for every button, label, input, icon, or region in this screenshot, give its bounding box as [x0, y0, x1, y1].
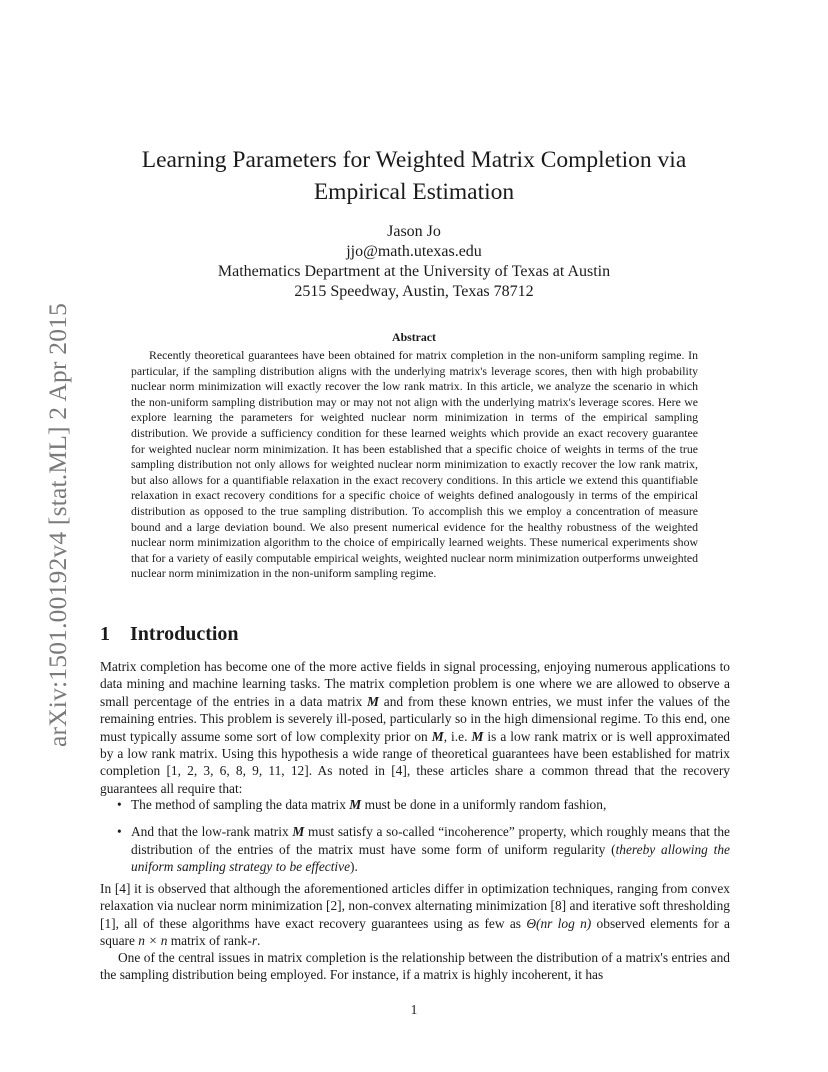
bullet2-text-b: must satisfy a so-called “incoherence” property, which roughly means that the distribution of the entries of the matrix must have some form of uniform regularity ( [131, 824, 730, 857]
list-item [100, 823, 730, 875]
arxiv-stamp-text: arXiv:1501.00192v4 [stat.ML] 2 Apr 2015 [43, 302, 72, 748]
p2-text-b: observed elements for a square [100, 915, 730, 949]
section-number: 1 [100, 623, 110, 645]
list-item [100, 796, 730, 813]
matrix-symbol: M [349, 797, 362, 812]
p1-text-d: is a low rank matrix or is well approximated by a low rank matrix. Using this hypothesis a wide range of theoretical guarantees have been established for matrix completion [1, 2, 3, 6, 8, 9, 11, 12]. As noted in [4], these articles share a common thread that the recovery guarantees all require that: [100, 728, 730, 796]
paper-title [100, 144, 728, 208]
math-dimension: n × n [138, 933, 168, 949]
abstract-heading: Abstract [392, 330, 436, 344]
author-name: Jason Jo [387, 223, 441, 240]
requirements-list [100, 796, 730, 886]
p1-text-a: Matrix completion has become one of the more active fields in signal processing, enjoying numerous applications to data mining and machine learning tasks. The matrix completion problem is one where we are allowed to observe a small percentage of the entries in a data matrix [100, 659, 730, 709]
matrix-symbol: M [292, 824, 305, 840]
intro-paragraph-1 [100, 658, 730, 797]
bullet2-italic: thereby allowing the uniform sampling strategy to be effective [131, 841, 730, 875]
section-heading [100, 623, 239, 646]
bullet-marker: • [117, 797, 122, 812]
author-email: jjo@math.utexas.edu [346, 243, 482, 260]
bullet-marker: • [117, 824, 122, 840]
author-affiliation: Mathematics Department at the University of Texas at Austin [217, 263, 611, 280]
bullet2-text-a: And that the low-rank matrix [131, 824, 293, 840]
abstract-text: Recently theoretical guarantees have been obtained for matrix completion in the non-uniform sampling regime. In particular, if the sampling distribution aligns with the underlying matrix's leverage scores, then with high probability nuclear norm minimization will exactly recover the low rank matrix. In this article, we analyze the scenario in which the non-uniform sampling distribution may or may not not align with the underlying matrix's leverage scores. Here we explore learning the parameters for weighted nuclear norm minimization in terms of the empirical sampling distribution. We provide a sufficiency condition for these learned weights which provide an exact recovery guarantee for weighted nuclear norm minimization. It has been established that a specific choice of weights in terms of the true sampling distribution not only allows for weighted nuclear norm minimization to exactly recover the low rank matrix, but also allows for a quantifiable relaxation in the exact recovery conditions. In this article we extend this quantifiable relaxation in exact recovery conditions for a specific choice of weights defined analogously in terms of the empirical distribution as opposed to the true sampling distribution. To accomplish this we employ a concentration of measure bound and a large deviation bound. We also present numerical evidence for the healthy robustness of the weighted nuclear norm minimization algorithm to the choice of empirically learned weights. These numerical experiments show that for a variety of easily computable empirical weights, weighted nuclear norm minimization outperforms unweighted nuclear norm minimization in the non-uniform sampling regime. [131, 348, 698, 581]
title-line-2: Empirical Estimation [313, 179, 515, 205]
p1-text-b: and from these known entries, we must infer the values of the remaining entries. This problem is severely ill-posed, particularly so in the high dimensional regime. To this end, one must typically assume some sort of low complexity prior on [100, 693, 730, 744]
p2-text-c: matrix of rank- [167, 933, 252, 949]
matrix-symbol: M [367, 693, 379, 709]
math-rank: r [251, 933, 258, 949]
intro-paragraph-3: One of the central issues in matrix completion is the relationship between the distribution of a matrix's entries and the sampling distribution being employed. For instance, if a matrix is highly incoherent, it has [100, 950, 730, 983]
intro-paragraph-2 [100, 880, 730, 950]
bullet2-text-c: ). [350, 859, 358, 875]
math-complexity: Θ(nr log n) [526, 915, 592, 931]
author-address: 2515 Speedway, Austin, Texas 78712 [294, 283, 534, 300]
matrix-symbol: M [431, 728, 444, 744]
p1-text-c: , i.e. [443, 728, 472, 744]
section-title: Introduction [130, 623, 239, 645]
p2-text-d: . [257, 933, 261, 949]
bullet1-text-b: must be done in a uniformly random fashion, [361, 797, 607, 812]
matrix-symbol: M [471, 728, 484, 744]
page-number: 1 [410, 1002, 418, 1017]
author-block [100, 222, 728, 302]
title-line-1: Learning Parameters for Weighted Matrix Completion via [141, 147, 687, 173]
p2-text-a: In [4] it is observed that although the aforementioned articles differ in optimization techniques, ranging from convex relaxation via nuclear norm minimization [2], non-convex alternating minimization [8] and iterative soft thresholding [1], all of these algorithms have exact recovery guarantees using as few as [100, 881, 730, 931]
bullet1-text-a: The method of sampling the data matrix [131, 797, 350, 812]
